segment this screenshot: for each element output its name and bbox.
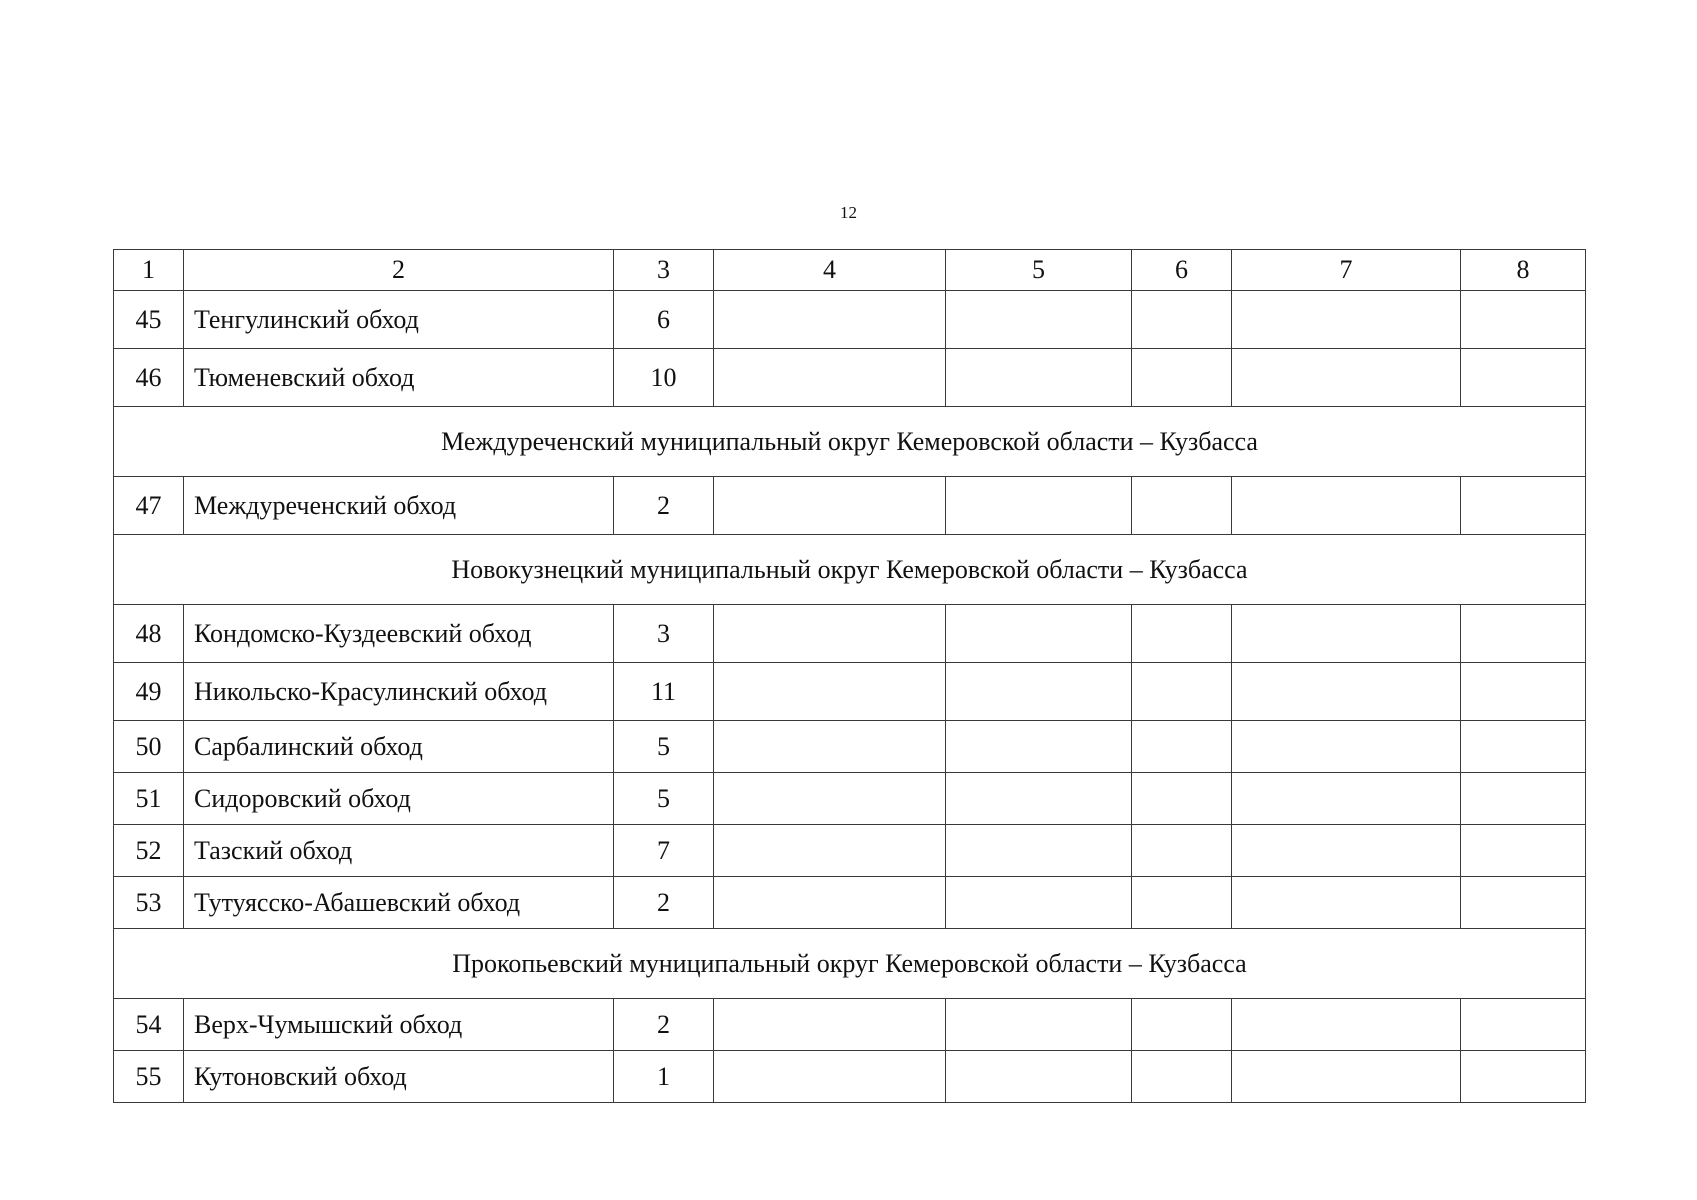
section-row [114,407,1586,477]
empty-cell [714,605,946,663]
row-number: 48 [114,605,184,663]
empty-cell [1232,605,1461,663]
empty-cell [1132,605,1232,663]
row-number: 55 [114,1051,184,1103]
empty-cell [1232,477,1461,535]
quantity-cell: 2 [614,999,714,1051]
district-name: Кутоновский обход [184,1051,614,1103]
row-number: 45 [114,291,184,349]
column-header: 4 [714,250,946,291]
district-name: Междуреченский обход [184,477,614,535]
empty-cell [946,825,1132,877]
district-name: Сидоровский обход [184,773,614,825]
quantity-cell: 5 [614,721,714,773]
column-header: 6 [1132,250,1232,291]
table-row [114,1051,1586,1103]
empty-cell [1461,605,1586,663]
empty-cell [1461,999,1586,1051]
table-row [114,349,1586,407]
empty-cell [1132,349,1232,407]
empty-cell [1461,1051,1586,1103]
table-row [114,663,1586,721]
empty-cell [1461,349,1586,407]
table-row [114,291,1586,349]
empty-cell [1232,877,1461,929]
page-number: 12 [840,203,857,222]
column-header-row [114,250,1586,291]
empty-cell [946,877,1132,929]
empty-cell [1232,1051,1461,1103]
row-number: 46 [114,349,184,407]
table-row [114,877,1586,929]
quantity-cell: 2 [614,877,714,929]
empty-cell [1461,477,1586,535]
empty-cell [1232,663,1461,721]
section-title: Новокузнецкий муниципальный округ Кемеровской области – Кузбасса [114,535,1586,605]
empty-cell [1132,825,1232,877]
empty-cell [1461,877,1586,929]
empty-cell [1461,663,1586,721]
district-name: Верх-Чумышский обход [184,999,614,1051]
empty-cell [714,999,946,1051]
empty-cell [714,349,946,407]
empty-cell [1461,721,1586,773]
empty-cell [1132,663,1232,721]
empty-cell [946,663,1132,721]
empty-cell [946,477,1132,535]
empty-cell [714,477,946,535]
empty-cell [1132,877,1232,929]
forest-district-table [113,249,1586,1103]
row-number: 49 [114,663,184,721]
empty-cell [714,663,946,721]
table-row [114,477,1586,535]
section-row [114,535,1586,605]
district-name: Никольско-Красулинский обход [184,663,614,721]
empty-cell [1132,477,1232,535]
empty-cell [1461,291,1586,349]
empty-cell [714,1051,946,1103]
empty-cell [946,605,1132,663]
quantity-cell: 7 [614,825,714,877]
section-title: Междуреченский муниципальный округ Кемеровской области – Кузбасса [114,407,1586,477]
column-header: 8 [1461,250,1586,291]
row-number: 54 [114,999,184,1051]
quantity-cell: 2 [614,477,714,535]
empty-cell [1232,721,1461,773]
empty-cell [1132,721,1232,773]
empty-cell [1461,825,1586,877]
table-row [114,721,1586,773]
table-row [114,999,1586,1051]
empty-cell [946,349,1132,407]
empty-cell [1232,825,1461,877]
empty-cell [1132,291,1232,349]
column-header: 5 [946,250,1132,291]
empty-cell [946,1051,1132,1103]
empty-cell [946,773,1132,825]
district-name: Тюменевский обход [184,349,614,407]
empty-cell [1232,773,1461,825]
row-number: 52 [114,825,184,877]
quantity-cell: 6 [614,291,714,349]
quantity-cell: 11 [614,663,714,721]
column-header: 1 [114,250,184,291]
section-row [114,929,1586,999]
empty-cell [1461,773,1586,825]
empty-cell [946,721,1132,773]
empty-cell [714,825,946,877]
quantity-cell: 1 [614,1051,714,1103]
table-body [114,250,1586,1103]
table-row [114,773,1586,825]
empty-cell [1132,773,1232,825]
empty-cell [714,877,946,929]
row-number: 50 [114,721,184,773]
empty-cell [946,999,1132,1051]
table-row [114,825,1586,877]
table-row [114,605,1586,663]
district-name: Тутуясско-Абашевский обход [184,877,614,929]
row-number: 47 [114,477,184,535]
row-number: 51 [114,773,184,825]
quantity-cell: 5 [614,773,714,825]
quantity-cell: 3 [614,605,714,663]
empty-cell [714,773,946,825]
empty-cell [946,291,1132,349]
district-name: Тенгулинский обход [184,291,614,349]
district-name: Кондомско-Куздеевский обход [184,605,614,663]
district-name: Сарбалинский обход [184,721,614,773]
quantity-cell: 10 [614,349,714,407]
empty-cell [714,721,946,773]
column-header: 2 [184,250,614,291]
column-header: 7 [1232,250,1461,291]
section-title: Прокопьевский муниципальный округ Кемеровской области – Кузбасса [114,929,1586,999]
empty-cell [1132,999,1232,1051]
column-header: 3 [614,250,714,291]
empty-cell [1232,349,1461,407]
empty-cell [1232,999,1461,1051]
empty-cell [1132,1051,1232,1103]
district-name: Тазский обход [184,825,614,877]
empty-cell [1232,291,1461,349]
empty-cell [714,291,946,349]
row-number: 53 [114,877,184,929]
